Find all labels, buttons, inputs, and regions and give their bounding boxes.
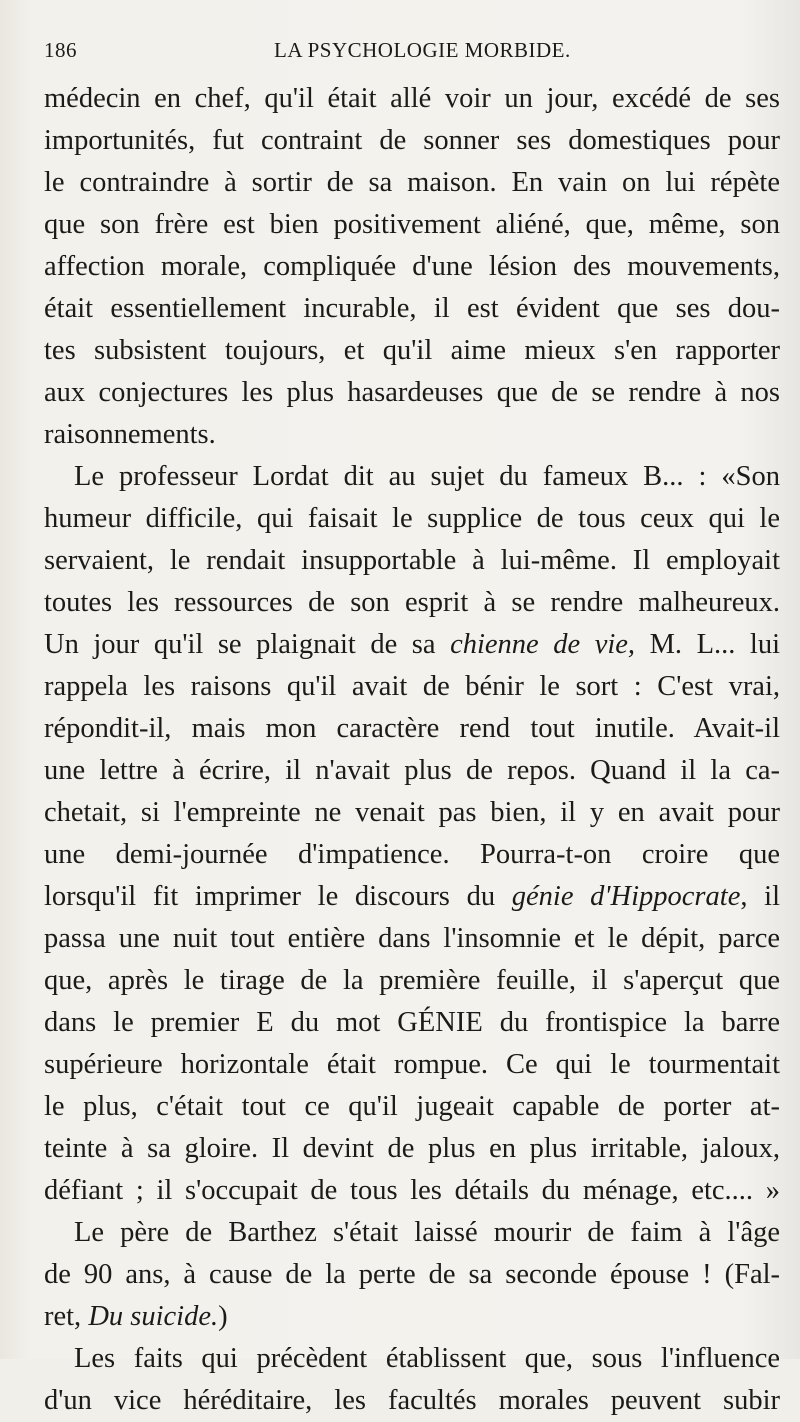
text-line [44, 624, 780, 666]
text-line: Le professeur Lordat dit au sujet du fameux B... : «Son [74, 461, 780, 492]
text-line: humeur difficile, qui faisait le supplice de tous ceux qui le [44, 503, 780, 534]
text-line: raisonnements. [44, 419, 216, 450]
text-line: affection morale, compliquée d'une lésion des mouvements, [44, 251, 780, 282]
italic-phrase: génie d'Hippocrate [511, 881, 741, 912]
text-line: une lettre à écrire, il n'avait plus de repos. Quand il la ca- [44, 755, 780, 786]
text-line: Le père de Barthez s'était laissé mourir de faim à l'âge [74, 1217, 780, 1248]
text-line: répondit-il, mais mon caractère rend tout inutile. Avait-il [44, 713, 780, 744]
text-line: de 90 ans, à cause de la perte de sa seconde épouse ! (Fal- [44, 1259, 780, 1290]
text-segment: ) [218, 1301, 228, 1332]
page-number: 186 [44, 38, 77, 62]
text-line: une demi-journée d'impatience. Pourra-t-on croire que [44, 839, 780, 870]
text-line: importunités, fut contraint de sonner ses domestiques pour [44, 125, 780, 156]
text-segment: lorsqu'il fit imprimer le discours du [44, 881, 512, 912]
running-title: LA PSYCHOLOGIE MORBIDE. [274, 38, 571, 62]
body-text [44, 78, 780, 1422]
text-line: que son frère est bien positivement aliéné, que, même, son [44, 209, 780, 240]
text-segment: ret, [44, 1301, 89, 1332]
text-line: le contraindre à sortir de sa maison. En vain on lui répète [44, 167, 780, 198]
text-segment: , il [740, 881, 780, 912]
text-line: médecin en chef, qu'il était allé voir un jour, excédé de ses [44, 83, 780, 114]
text-line: rappela les raisons qu'il avait de bénir le sort : C'est vrai, [44, 671, 780, 702]
text-line: le plus, c'était tout ce qu'il jugeait capable de porter at- [44, 1091, 780, 1122]
text-segment: Un jour qu'il se plaignait de sa [44, 629, 451, 660]
page-header [44, 38, 780, 64]
text-line: était essentiellement incurable, il est évident que ses dou- [44, 293, 780, 324]
italic-phrase: chienne de vie, [450, 629, 636, 660]
text-line: Les faits qui précèdent établissent que, sous l'influence [74, 1343, 780, 1374]
text-line: défiant ; il s'occupait de tous les détails du ménage, etc.... » [44, 1175, 780, 1206]
text-line: tes subsistent toujours, et qu'il aime mieux s'en rapporter [44, 335, 780, 366]
text-line: toutes les ressources de son esprit à se rendre malheureux. [44, 587, 780, 618]
italic-phrase: Du suicide. [88, 1301, 219, 1332]
text-line: que, après le tirage de la première feuille, il s'aperçut que [44, 965, 780, 996]
text-line: chetait, si l'empreinte ne venait pas bien, il y en avait pour [44, 797, 780, 828]
text-line: dans le premier E du mot GÉNIE du frontispice la barre [44, 1007, 780, 1038]
text-line [44, 876, 780, 918]
text-line: aux conjectures les plus hasardeuses que de se rendre à nos [44, 377, 780, 408]
text-line: supérieure horizontale était rompue. Ce qui le tourmentait [44, 1049, 780, 1080]
text-segment: M. L... lui [635, 629, 780, 660]
text-line: passa une nuit tout entière dans l'insomnie et le dépit, parce [44, 923, 780, 954]
text-line: servaient, le rendait insupportable à lui-même. Il employait [44, 545, 780, 576]
text-line: teinte à sa gloire. Il devint de plus en plus irritable, jaloux, [44, 1133, 780, 1164]
text-line: d'un vice héréditaire, les facultés morales peuvent subir [44, 1385, 780, 1416]
text-line [44, 1296, 780, 1338]
